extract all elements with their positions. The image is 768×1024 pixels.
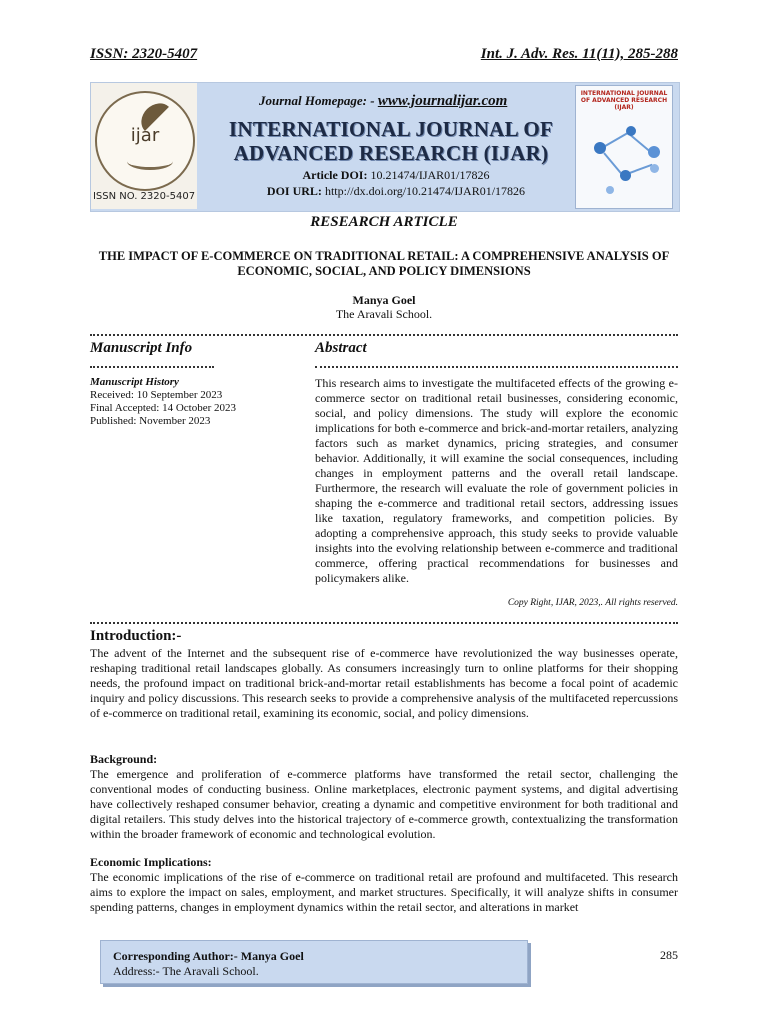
published-date: Published: November 2023 [90,415,211,427]
doi-url-label: DOI URL: [266,184,322,198]
logo-text: ijar [130,125,160,146]
cover-title: INTERNATIONAL JOURNAL OF ADVANCED RESEARCH (IJAR) [580,90,668,111]
divider [90,614,678,624]
journal-citation: Int. J. Adv. Res. 11(11), 285-288 [480,46,678,62]
abstract-heading: Abstract [315,340,367,356]
doi-url-link[interactable]: http://dx.doi.org/10.21474/IJAR01/17826 [324,184,526,198]
molecule-node [620,170,631,181]
page-number: 285 [660,948,678,962]
author-name: Manya Goel [352,293,416,307]
economic-text: The economic implications of the rise of e-commerce on traditional retail are profound and multifaceted. This research aims to explore the impact on sales, employment, and market structures. Specifically, it will analyze shifts in consumer spending patterns, changes in employment dynamics within the retail sector, and alterations in market [90,870,678,914]
accepted-date: Final Accepted: 14 October 2023 [90,402,237,414]
article-type: RESEARCH ARTICLE [310,214,458,230]
article-doi [231,168,561,183]
journal-cover-image [575,85,673,209]
introduction-heading: Introduction:- [90,628,182,644]
divider [90,326,678,336]
journal-logo [91,83,197,209]
copyright-notice: Copy Right, IJAR, 2023,. All rights reserved. [507,598,678,608]
homepage-label: Journal Homepage: - [259,93,375,108]
homepage-link[interactable]: www.journalijar.com [377,93,508,109]
introduction-text: The advent of the Internet and the subsequent rise of e-commerce have revolutionized the way businesses operate, reshaping traditional retail landscapes globally. As consumers increasingly turn to online platforms for their shopping needs, the profound impact on traditional brick-and-mortar retail establishments has become a focal point of academic inquiry and policy discussions. This research seeks to provide a comprehensive analysis of the multifaceted repercussions of e-commerce on traditional retail, examining its economic, social, and policy dimensions. [90,646,678,720]
molecule-node [650,164,659,173]
received-date: Received: 10 September 2023 [90,389,223,401]
author-address: Address:- The Aravali School. [113,964,259,978]
molecule-node [594,142,606,154]
running-header [90,46,678,68]
doi-url [231,184,561,199]
book-icon [127,153,173,170]
manuscript-history-label: Manuscript History [90,376,179,388]
logo-emblem [95,91,195,191]
article-doi-value: 10.21474/IJAR01/17826 [370,168,490,182]
background-text: The emergence and proliferation of e-commerce platforms have transformed the retail sector, challenging the conventional modes of conducting business. Online marketplaces, electronic payment systems, and digital advertising have collectively reshaped consumer behavior, creating a dynamic and competitive environment for both traditional and digital retailers. This study delves into the historical trajectory of e-commerce growth, contextualizing the transformation within the broader framework of economic and technological evolution. [90,767,678,841]
corresponding-author: Corresponding Author:- Manya Goel [113,949,304,963]
journal-banner [90,82,680,212]
molecule-node [648,146,660,158]
paper-title: THE IMPACT OF E-COMMERCE ON TRADITIONAL RETAIL: A COMPREHENSIVE ANALYSIS OF ECONOMIC, SOCIAL, AND POLICY DIMENSIONS [98,249,670,278]
molecule-node [626,126,636,136]
journal-title: INTERNATIONAL JOURNAL OF ADVANCED RESEARCH (IJAR) [228,117,554,165]
logo-issn: ISSN NO. 2320-5407 [92,191,196,202]
manuscript-info-heading: Manuscript Info [90,340,193,356]
background-heading: Background: [90,752,158,766]
divider [90,358,214,368]
divider [315,358,678,368]
author-affiliation: The Aravali School. [335,307,433,321]
article-doi-label: Article DOI: [302,168,368,182]
abstract-text: This research aims to investigate the multifaceted effects of the growing e-commerce sector on traditional retail businesses, considering economic, social, and policy dimensions. The study will explore the economic implications for both e-commerce and brick-and-mortar retailers, analyzing factors such as market dynamics, pricing strategies, and consumer behavior. Additionally, it will examine the social consequences, including changes in employment patterns and the overall retail landscape. Furthermore, the research will evaluate the role of government policies in shaping the e-commerce and traditional retail sectors, addressing issues like taxation, regulatory frameworks, and competition policies. By adopting a comprehensive approach, this study seeks to provide valuable insights into the evolving relationship between e-commerce and traditional commerce, offering practical recommendations for businesses and policymakers alike. [315,376,678,585]
molecule-node [606,186,614,194]
corresponding-author-box [100,940,528,984]
journal-homepage [259,93,507,110]
economic-heading: Economic Implications: [90,855,212,869]
issn-label: ISSN: 2320-5407 [90,46,198,62]
